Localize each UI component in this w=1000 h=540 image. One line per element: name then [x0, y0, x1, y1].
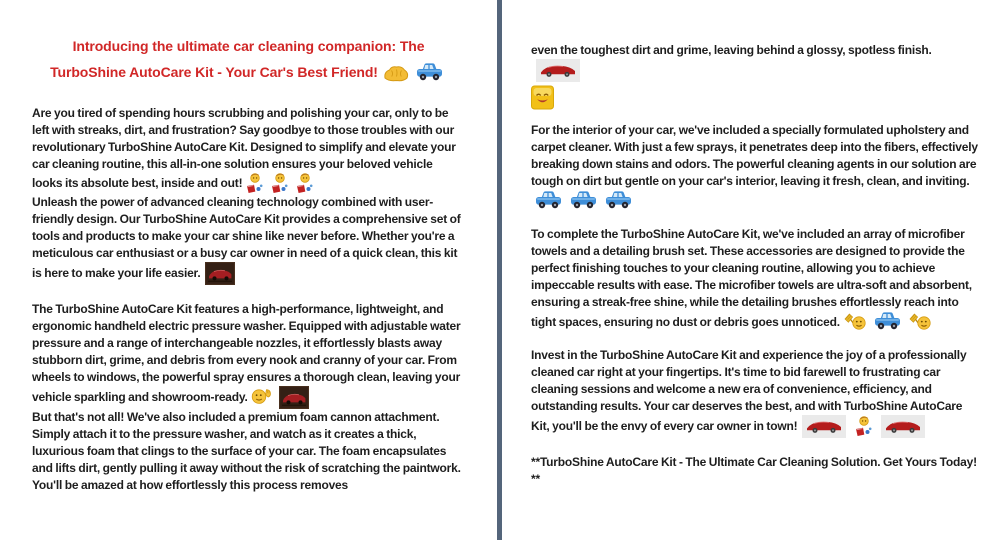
paragraph-text: even the toughest dirt and grime, leaving behind a glossy, spotless finish. — [531, 43, 932, 57]
paragraph-icons — [840, 315, 935, 329]
paragraph-finish — [531, 42, 981, 82]
blue-car-icon — [535, 190, 562, 209]
page-left — [0, 0, 497, 540]
blue-car-icon — [570, 190, 597, 209]
red-car-photo-icon — [536, 59, 580, 82]
raised-hand-smiley-icon — [251, 388, 272, 404]
paragraph-icons — [797, 419, 930, 433]
paragraph-text: Unleash the power of advanced cleaning technology combined with user-friendly design. Our TurboShine AutoCare Kit provides a comprehensive set of tools and products to make your car shine like never before. Whether you're a meticulous car enthusiast or a busy car owner in need of a quick clean, this kit is here to make your life easier. — [32, 195, 461, 280]
blue-car-icon — [605, 190, 632, 209]
title-icons — [378, 64, 447, 80]
paragraph-pressure-washer — [32, 301, 465, 409]
page-right — [497, 0, 995, 540]
paragraph-text: To complete the TurboShine AutoCare Kit, we've included an array of microfiber towels and a detailing brush set. These accessories are designed to provide the perfect finishing touches to your cleaning routine, allowing you to achieve impeccable results with ease. The microfiber towels are ultra-soft and absorbent, ensuring a streak-free shine, while the detailing brushes effortlessly reach into tight spaces, ensuring no dust or debris goes unnoticed. — [531, 227, 972, 329]
page-divider — [497, 0, 502, 540]
paragraph-icons — [531, 63, 585, 77]
broom-smiley-icon — [844, 313, 866, 330]
red-car-dark-photo-icon — [279, 386, 309, 409]
paragraph-text: But that's not all! We've also included a premium foam cannon attachment. Simply attach it to the pressure washer, and watch as it creates a thick, luxurious foam that clings to the surface of your car. The foam encapsulates and lifts dirt, gently pulling it away without the risk of scratching the paintwork. You'll be amazed at how effortlessly this process removes — [32, 410, 461, 492]
paragraph-text: Invest in the TurboShine AutoCare Kit and experience the joy of a professionally cleaned car right at your fingertips. It's time to bid farewell to frustrating car cleaning sessions and welcome a new era of convenience, efficiency, and outstanding results. Your car deserves the best, and with TurboShine AutoCare Kit, you'll be the envy of every car owner in town! — [531, 348, 967, 433]
paragraph-icons — [201, 266, 239, 280]
red-car-photo-icon — [802, 415, 846, 438]
paragraph-text: The TurboShine AutoCare Kit features a high-performance, lightweight, and ergonomic handheld electric pressure washer. Equipped with adjustable water pressure and a range of interchangeable nozzles, it effortlessly blasts away stubborn dirt, grime, and debris from every nook and cranny of your car. From wheels to windows, the powerful spray ensures a thorough clean, leaving your vehicle sparkling and showroom-ready. — [32, 302, 461, 404]
paragraph-icons — [242, 176, 317, 190]
broom-smiley-icon — [909, 313, 931, 330]
car-wash-figure-icon — [246, 173, 263, 194]
red-car-dark-photo-icon — [205, 262, 235, 285]
paragraph-text: Are you tired of spending hours scrubbing and polishing your car, only to be left with streaks, dirt, and frustration? Say goodbye to those troubles with our revolutionary TurboShine AutoCare Kit. Designed to simplify and elevate your car cleaning routine, this all-in-one solution ensures your beloved vehicle looks its absolute best, inside and out! — [32, 106, 456, 190]
paragraph-invest — [531, 347, 981, 438]
car-wash-figure-icon — [855, 416, 872, 437]
blue-car-icon — [416, 62, 443, 81]
emoji-line — [531, 85, 981, 110]
red-car-photo-icon — [881, 415, 925, 438]
paragraph-unleash — [32, 194, 465, 285]
paragraph-foam-cannon — [32, 409, 465, 494]
blue-car-icon — [874, 311, 901, 330]
paragraph-microfiber — [531, 226, 981, 331]
paragraph-icons — [531, 194, 636, 208]
document-title — [32, 33, 465, 85]
smiley-square-icon — [531, 85, 554, 110]
car-wash-figure-icon — [296, 173, 313, 194]
open-hands-icon — [383, 64, 410, 83]
paragraph-closing — [531, 454, 981, 488]
paragraph-interior — [531, 122, 981, 210]
paragraph-text: **TurboShine AutoCare Kit - The Ultimate Car Cleaning Solution. Get Yours Today! ** — [531, 455, 977, 486]
car-wash-figure-icon — [271, 173, 288, 194]
paragraph-intro — [32, 105, 465, 194]
paragraph-icons — [248, 390, 313, 404]
paragraph-text: For the interior of your car, we've included a specially formulated upholstery and carpet cleaner. With just a few sprays, it penetrates deep into the fibers, effectively breaking down stains and odors. The powerful cleaning agents in our solution are tough on dirt but gentle on your car's interior, leaving it fresh, clean, and inviting. — [531, 123, 978, 188]
document-title-text: Introducing the ultimate car cleaning companion: The TurboShine AutoCare Kit - Your Car's Best Friend! — [50, 38, 425, 80]
